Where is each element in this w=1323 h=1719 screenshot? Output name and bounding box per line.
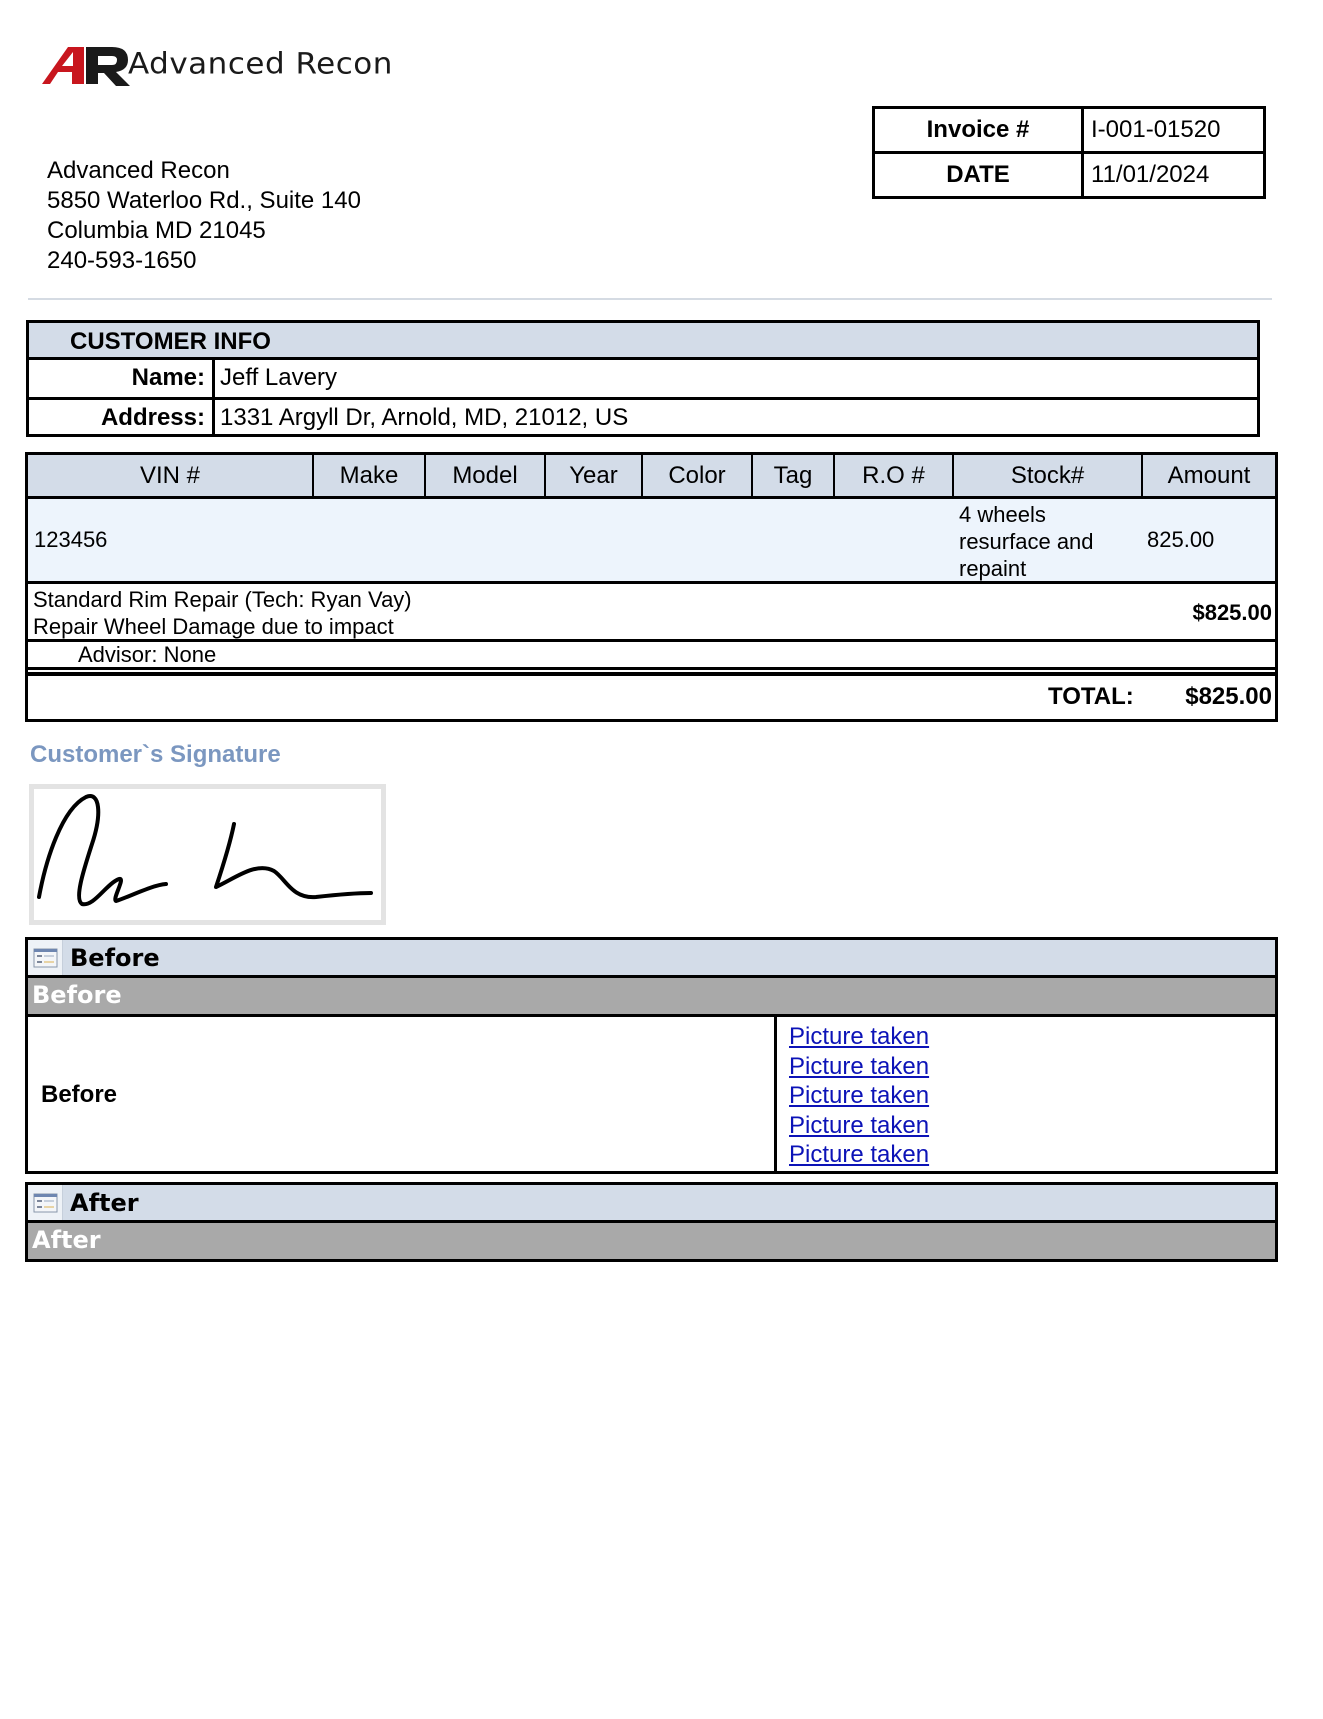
cell-vin: 123456 — [34, 527, 108, 552]
company-name: Advanced Recon — [47, 157, 230, 184]
table-row — [28, 499, 1275, 584]
company-address-line2: Columbia MD 21045 — [47, 217, 266, 244]
invoice-date-value: 11/01/2024 — [1083, 153, 1265, 198]
company-address-block — [47, 156, 361, 276]
company-logo — [42, 44, 462, 90]
column-header-ro: R.O # — [835, 455, 954, 496]
form-icon — [28, 1185, 63, 1220]
invoice-date-label: DATE — [874, 153, 1083, 198]
service-title: Standard Rim Repair (Tech: Ryan Vay) — [33, 587, 412, 612]
signature-title: Customer`s Signature — [30, 741, 281, 768]
customer-address-value: 1331 Argyll Dr, Arnold, MD, 21012, US — [220, 404, 629, 431]
column-header-vin: VIN # — [28, 455, 314, 496]
form-icon — [28, 940, 63, 975]
company-phone: 240-593-1650 — [47, 247, 197, 274]
after-section-header — [28, 1185, 1275, 1223]
picture-link[interactable]: Picture taken — [789, 1023, 930, 1050]
logo-text: Advanced Recon — [128, 46, 393, 82]
column-header-stock: Stock# — [954, 455, 1143, 496]
before-section-subheader: Before — [28, 978, 1275, 1014]
total-label: TOTAL: — [1048, 683, 1134, 710]
picture-link[interactable]: Picture taken — [789, 1052, 930, 1080]
total-value: $825.00 — [1185, 683, 1272, 710]
invoice-number-label: Invoice # — [874, 108, 1083, 153]
column-header-tag: Tag — [753, 455, 835, 496]
signature-box — [29, 784, 386, 925]
line-items-table — [25, 452, 1278, 722]
invoice-date-row — [874, 153, 1265, 198]
before-label: Before — [41, 1081, 118, 1108]
column-header-color: Color — [643, 455, 753, 496]
before-section-title: Before — [70, 944, 160, 972]
customer-address-row — [29, 397, 1257, 434]
advisor-text: Advisor: None — [78, 642, 217, 667]
after-section-title: After — [70, 1189, 139, 1217]
invoice-number-value: I-001-01520 — [1083, 108, 1265, 153]
column-header-year: Year — [546, 455, 643, 496]
customer-address-label: Address: — [29, 400, 215, 434]
service-price: $825.00 — [1192, 600, 1272, 625]
picture-link[interactable]: Picture taken — [789, 1111, 930, 1139]
advisor-row — [28, 642, 1275, 670]
customer-name-row — [29, 360, 1257, 397]
cell-amount: 825.00 — [1147, 527, 1215, 552]
cell-stock: 4 wheels resurface and repaint — [959, 502, 1094, 581]
customer-name-label: Name: — [29, 360, 215, 397]
customer-info-table — [26, 320, 1260, 437]
total-row — [28, 676, 1275, 719]
before-label-cell — [28, 1017, 777, 1171]
column-header-make: Make — [314, 455, 426, 496]
service-row — [28, 584, 1275, 642]
column-header-model: Model — [426, 455, 546, 496]
header-divider — [28, 298, 1272, 300]
picture-link[interactable]: Picture taken — [789, 1141, 930, 1168]
before-pictures-list — [777, 1017, 929, 1171]
before-section-body — [28, 1014, 1275, 1171]
before-section — [25, 937, 1278, 1174]
customer-info-header: CUSTOMER INFO — [29, 323, 1257, 360]
signature-image — [34, 789, 381, 920]
after-section — [25, 1182, 1278, 1262]
picture-link[interactable]: Picture taken — [789, 1082, 930, 1109]
after-section-subheader: After — [28, 1223, 1275, 1259]
company-address-line1: 5850 Waterloo Rd., Suite 140 — [47, 187, 361, 214]
customer-name-value: Jeff Lavery — [220, 364, 337, 391]
invoice-info-table — [872, 106, 1266, 199]
invoice-number-row — [874, 108, 1265, 153]
before-section-header — [28, 940, 1275, 978]
line-items-header-row — [28, 455, 1275, 499]
ar-logo-mark-icon — [42, 44, 132, 90]
service-description: Repair Wheel Damage due to impact — [33, 614, 394, 639]
column-header-amount: Amount — [1167, 462, 1251, 489]
